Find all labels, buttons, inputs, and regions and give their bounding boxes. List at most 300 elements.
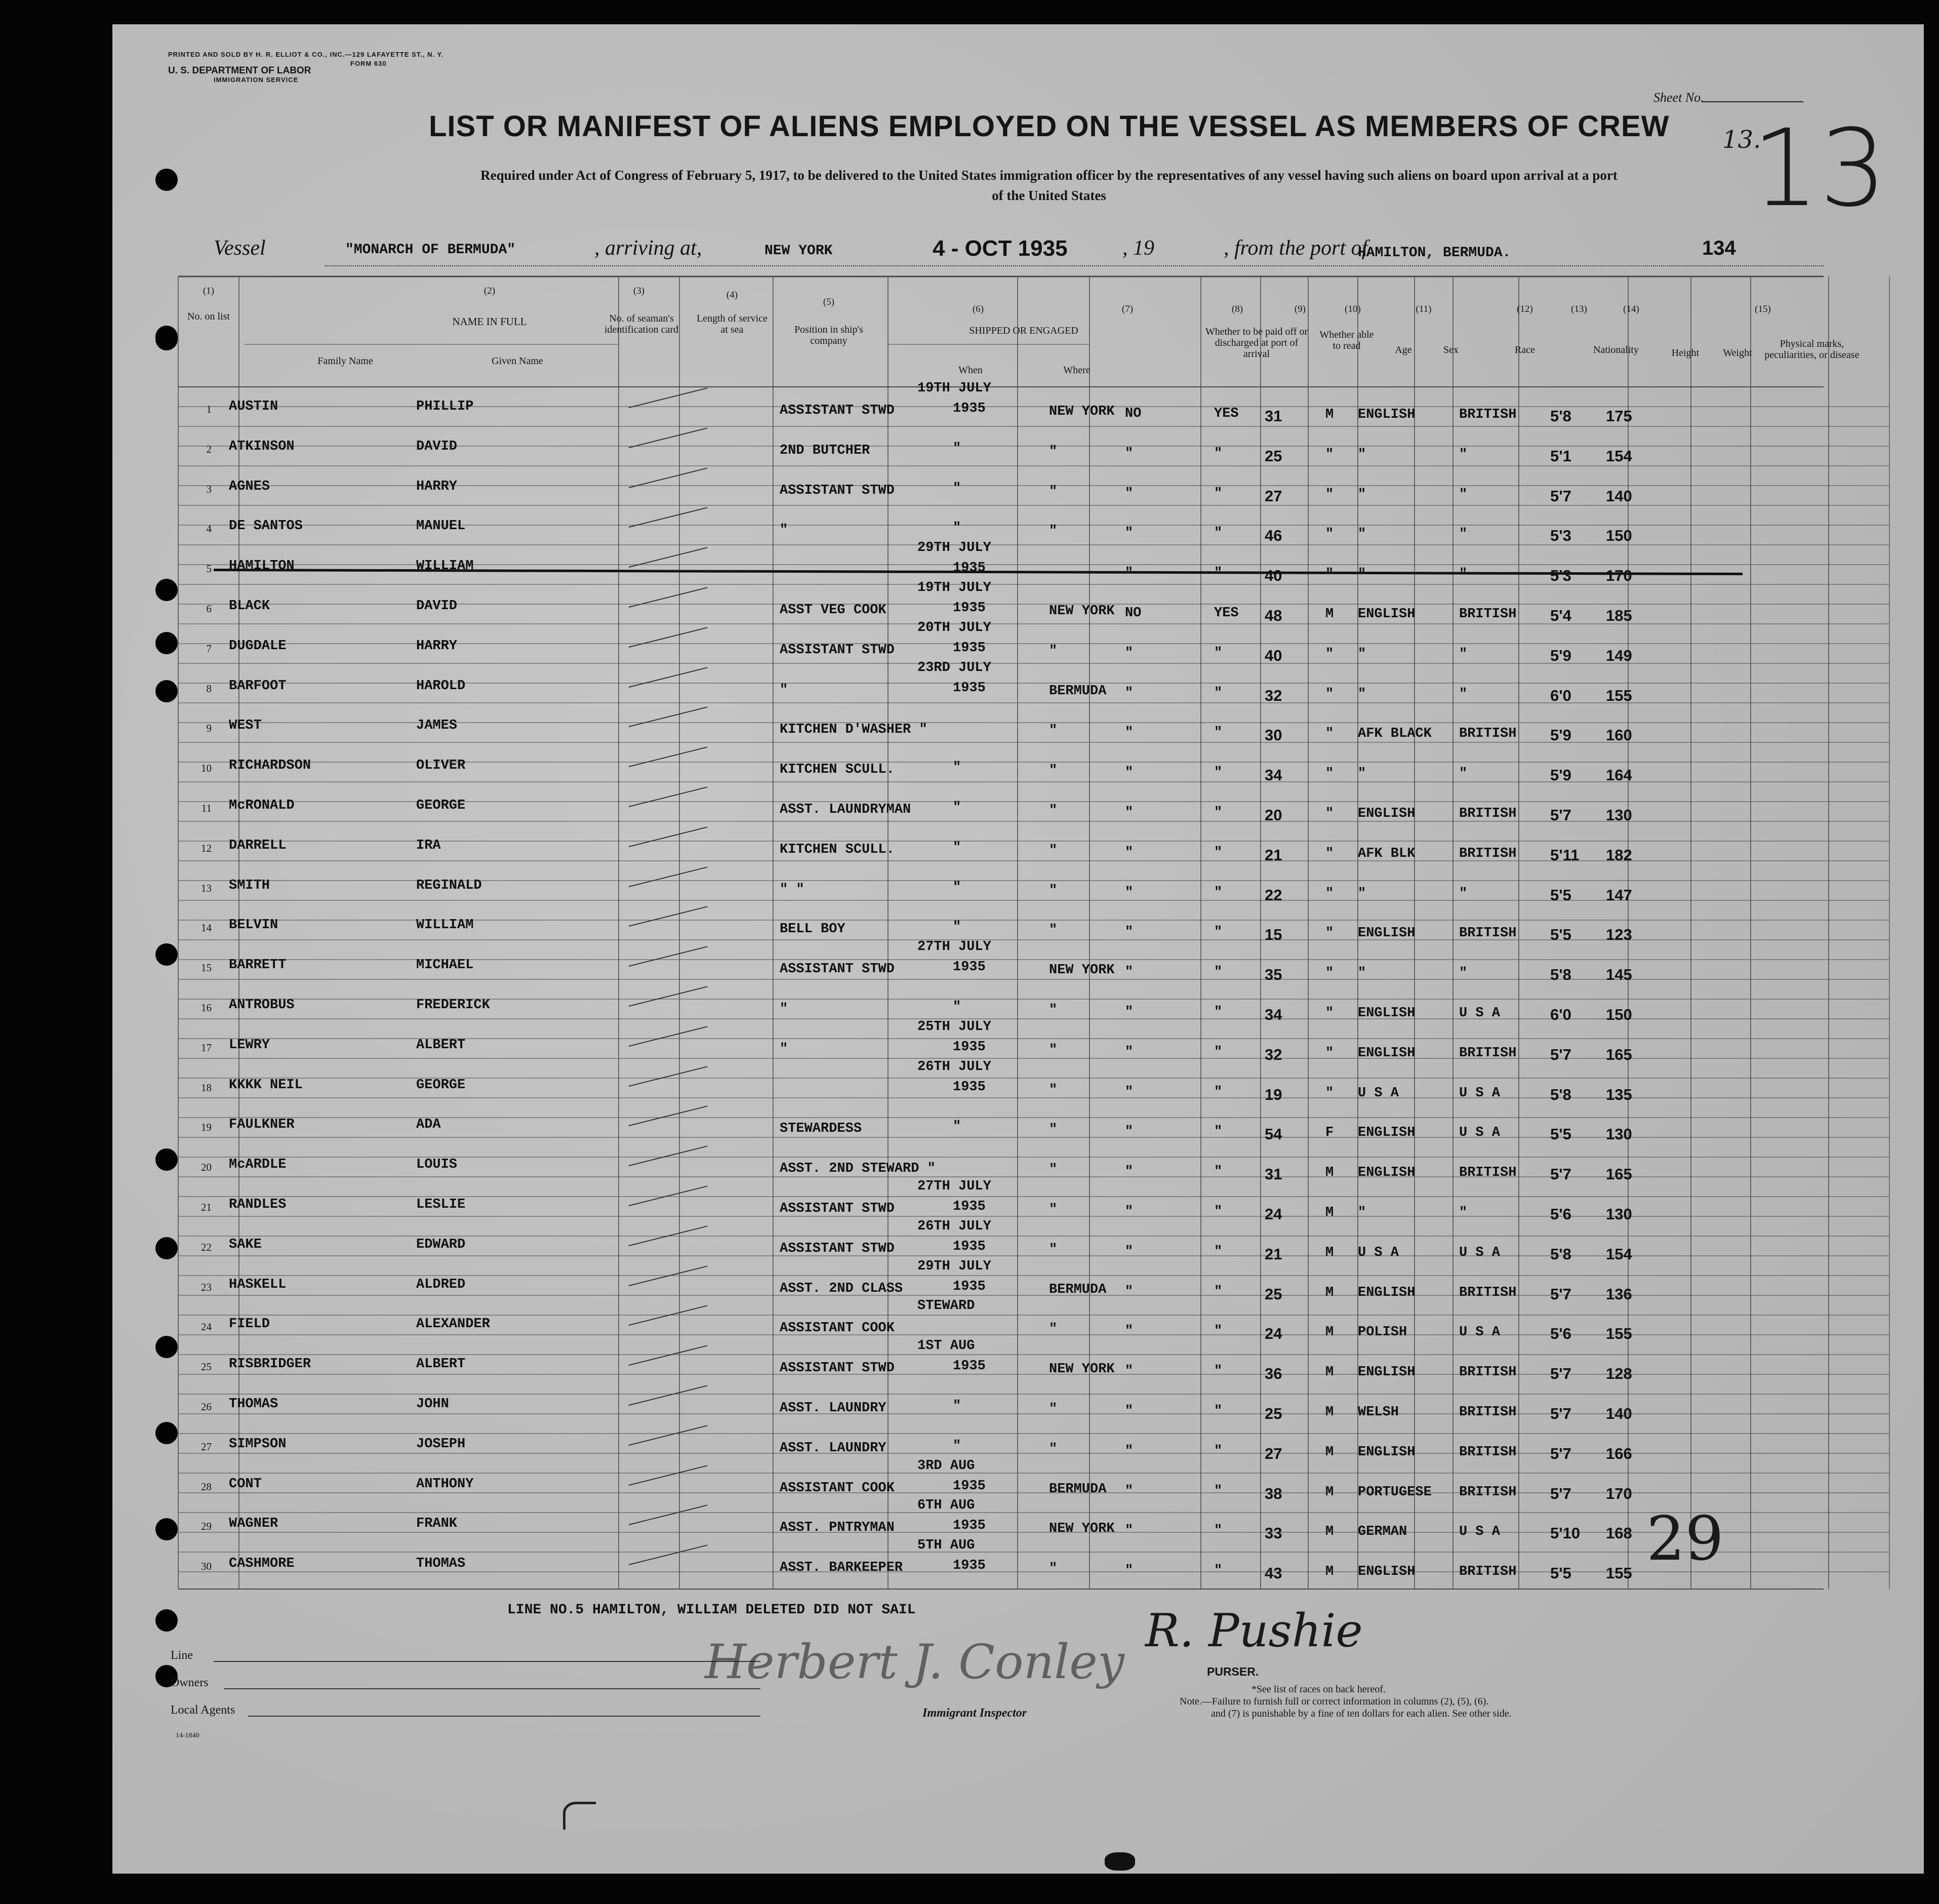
able-to-read: " (1214, 1084, 1223, 1100)
able-to-read: " (1214, 725, 1223, 741)
shipped-where: " (1049, 643, 1058, 659)
owners-rule (224, 1688, 760, 1689)
shipped-when-line-2: 1935 (953, 401, 986, 416)
able-to-read: " (1214, 1204, 1223, 1219)
height: 5'9 (1550, 726, 1571, 744)
height: 5'7 (1550, 1484, 1571, 1502)
position: ASST. 2ND CLASS (780, 1281, 903, 1296)
sex: " (1325, 846, 1334, 861)
height: 5'7 (1550, 1045, 1571, 1063)
able-to-read: YES (1214, 406, 1239, 421)
hand-sheet-number: 13 (1752, 106, 1887, 230)
header-no-on-list: No. on list (187, 311, 230, 322)
race: WELSH (1358, 1405, 1399, 1420)
nationality: BRITISH (1459, 1564, 1517, 1580)
shipped-where: " (1049, 763, 1058, 779)
row-number: 11 (201, 802, 212, 814)
position: ASSISTANT COOK (780, 1480, 895, 1496)
given-name: ANTHONY (416, 1476, 474, 1492)
age: 32 (1265, 686, 1282, 704)
position: ASSISTANT STWD (780, 1361, 895, 1376)
shipped-when-line-2: 1935 (953, 1239, 986, 1254)
age: 20 (1265, 806, 1282, 824)
given-name: WILLIAM (416, 918, 474, 933)
able-to-read: " (1214, 566, 1223, 581)
family-name: FAULKNER (229, 1117, 295, 1133)
sex: " (1325, 926, 1334, 941)
shipped-when-line-2: " (953, 1438, 961, 1454)
weight: 170 (1606, 1484, 1632, 1502)
position: ASST VEG COOK (780, 603, 886, 618)
able-to-read: " (1214, 1324, 1223, 1339)
race: AFK BLACK (1358, 726, 1432, 742)
age: 48 (1265, 607, 1282, 624)
weight: 136 (1606, 1285, 1632, 1303)
row-number: 14 (201, 922, 212, 934)
able-to-read: " (1214, 645, 1223, 661)
nationality: U S A (1459, 1085, 1501, 1101)
shipped-where: BERMUDA (1049, 1481, 1107, 1497)
nationality: " (1459, 686, 1468, 702)
given-name: OLIVER (416, 758, 466, 774)
height: 5'5 (1550, 886, 1571, 904)
shipped-when-line-1: 6TH AUG (917, 1498, 975, 1514)
year-label: , 19 (1122, 236, 1154, 260)
paid-off: " (1125, 1364, 1134, 1379)
shipped-where: NEW YORK (1049, 963, 1115, 978)
given-name: FREDERICK (416, 998, 490, 1013)
family-name: CONT (229, 1476, 262, 1492)
given-name: LOUIS (416, 1157, 458, 1173)
row-number: 25 (201, 1361, 212, 1373)
sex: " (1325, 487, 1334, 502)
weight: 155 (1606, 686, 1632, 704)
row-number: 13 (201, 882, 212, 894)
colnum-7: (7) (1121, 304, 1134, 314)
race: " (1358, 487, 1366, 502)
height: 5'8 (1550, 407, 1571, 425)
height: 5'7 (1550, 1444, 1571, 1462)
race: " (1358, 447, 1366, 462)
position: ASSISTANT COOK (780, 1321, 895, 1336)
nationality: BRITISH (1459, 1165, 1517, 1181)
able-to-read: " (1214, 1124, 1223, 1140)
sex: " (1325, 766, 1334, 782)
sex: M (1325, 1245, 1334, 1260)
paid-off: " (1125, 1164, 1134, 1180)
able-to-read: " (1214, 965, 1223, 980)
owners-label: Owners (171, 1676, 209, 1689)
shipped-when-line-1: 5TH AUG (917, 1538, 975, 1554)
shipped-where: " (1049, 524, 1058, 539)
paid-off: " (1125, 1244, 1134, 1259)
race: ENGLISH (1358, 1045, 1416, 1061)
position: ASSISTANT STWD (780, 1201, 895, 1216)
shipped-when-line-2: 1935 (953, 1279, 986, 1294)
able-to-read: " (1214, 1443, 1223, 1459)
height: 5'5 (1550, 1564, 1571, 1582)
able-to-read: " (1214, 486, 1223, 501)
shipped-where: " (1049, 1042, 1058, 1058)
nationality: " (1459, 487, 1468, 502)
shipped-when-line-2: " (953, 1399, 961, 1414)
row-number: 23 (201, 1281, 212, 1293)
sex: M (1325, 1205, 1334, 1220)
paid-off: " (1125, 1404, 1134, 1419)
line-label: Line (171, 1649, 193, 1662)
race: U S A (1358, 1245, 1399, 1260)
given-name: WILLIAM (416, 559, 474, 574)
colnum-9: (9) (1294, 304, 1306, 314)
family-name: BARRETT (229, 958, 287, 973)
shipped-where: " (1049, 1561, 1058, 1577)
races-note: *See list of races on back hereof. (1251, 1684, 1386, 1695)
sex: " (1325, 806, 1334, 821)
paid-off: " (1125, 645, 1134, 661)
able-to-read: " (1214, 805, 1223, 820)
printer-line: PRINTED AND SOLD BY H. R. ELLIOT & CO., INC.—129 LAFAYETTE ST., N. Y. (168, 51, 444, 58)
shipped-when-line-1: 29TH JULY (917, 540, 991, 556)
paid-off: " (1125, 1523, 1134, 1539)
given-name: THOMAS (416, 1556, 466, 1572)
sex: " (1325, 726, 1334, 742)
shipped-when-line-2: 1935 (953, 1558, 986, 1574)
shipped-when-line-2: 1935 (953, 1039, 986, 1055)
age: 40 (1265, 646, 1282, 664)
colnum-15: (15) (1755, 304, 1771, 314)
sex: M (1325, 1365, 1334, 1380)
row-number: 4 (206, 523, 212, 535)
given-name: ALEXANDER (416, 1317, 490, 1332)
shipped-where: BERMUDA (1049, 1282, 1107, 1297)
local-agents-rule (248, 1716, 760, 1717)
sex: " (1325, 646, 1334, 662)
shipped-where: NEW YORK (1049, 1362, 1115, 1377)
position: STEWARDESS (780, 1121, 862, 1137)
sex: M (1325, 407, 1334, 422)
able-to-read: " (1214, 1523, 1223, 1539)
family-name: HAMILTON (229, 559, 295, 574)
hand-number-small: 13. (1722, 126, 1761, 154)
colnum-8: (8) (1231, 304, 1243, 314)
family-name: KKKK NEIL (229, 1077, 303, 1093)
shipped-where: " (1049, 1202, 1058, 1217)
position: ASSISTANT STWD (780, 962, 895, 977)
position: KITCHEN SCULL. (780, 842, 895, 857)
family-name: BARFOOT (229, 678, 287, 694)
header-able-read: Whether able to read (1319, 329, 1374, 351)
position: ASST. 2ND STEWARD " (780, 1161, 936, 1177)
nationality: U S A (1459, 1325, 1501, 1340)
header-shipped: SHIPPED OR ENGAGED (969, 325, 1078, 336)
weight: 170 (1606, 567, 1632, 585)
row-number: 12 (201, 842, 212, 854)
family-name: DARRELL (229, 838, 287, 853)
given-name: DAVID (416, 439, 458, 454)
colnum-5: (5) (823, 297, 835, 307)
shipped-where: BERMUDA (1049, 683, 1107, 699)
race: ENGLISH (1358, 1285, 1416, 1300)
shipped-where: " (1049, 1441, 1058, 1457)
nationality: " (1459, 567, 1468, 582)
header-id-card: No. of seaman's identification card (604, 313, 679, 335)
shipped-where: " (1049, 1322, 1058, 1337)
row-number: 20 (201, 1161, 212, 1174)
family-name: LEWRY (229, 1037, 270, 1053)
purser-signature: R. Pushie (1145, 1604, 1363, 1657)
able-to-read: " (1214, 1005, 1223, 1020)
age: 35 (1265, 966, 1282, 984)
shipped-when-line-1: 19TH JULY (917, 580, 991, 596)
family-name: ATKINSON (229, 439, 295, 454)
row-number: 8 (206, 682, 212, 695)
inspector-signature: Herbert J. Conley (705, 1635, 1124, 1690)
family-name: HASKELL (229, 1277, 287, 1292)
header-weight: Weight (1723, 347, 1752, 359)
position: ASST. LAUNDRY (780, 1401, 886, 1416)
department-label: U. S. DEPARTMENT OF LABOR (168, 65, 311, 76)
family-name: FIELD (229, 1317, 270, 1332)
header-marks: Physical marks, peculiarities, or disease (1764, 338, 1860, 361)
row-number: 7 (206, 642, 212, 655)
row-number: 5 (206, 563, 212, 575)
position: ASSISTANT STWD (780, 1241, 895, 1256)
service-label: IMMIGRATION SERVICE (214, 76, 299, 84)
position: ASSISTANT STWD (780, 403, 895, 418)
race: ENGLISH (1358, 1564, 1416, 1580)
race: AFK BLK (1358, 846, 1416, 861)
height: 5'8 (1550, 1085, 1571, 1103)
shipped-where: " (1049, 843, 1058, 858)
colnum-6: (6) (972, 304, 984, 314)
row-number: 19 (201, 1121, 212, 1134)
able-to-read: " (1214, 1164, 1223, 1180)
given-name: PHILLIP (416, 399, 474, 414)
header-race: Race (1515, 344, 1535, 355)
able-to-read: " (1214, 1563, 1223, 1579)
height: 5'9 (1550, 646, 1571, 664)
shipped-when-line-2: " (953, 1119, 961, 1135)
nationality: BRITISH (1459, 846, 1517, 861)
shipped-when-line-2: 1935 (953, 1478, 986, 1494)
height: 5'11 (1550, 846, 1580, 864)
paid-off: " (1125, 925, 1134, 940)
nationality: BRITISH (1459, 1444, 1517, 1460)
paid-off: " (1125, 1443, 1134, 1459)
age: 24 (1265, 1325, 1282, 1343)
position: ASST. LAUNDRY (780, 1440, 886, 1456)
weight: 154 (1606, 447, 1632, 465)
shipped-where: " (1049, 1122, 1058, 1138)
shipped-when-line-2: 1935 (953, 1199, 986, 1214)
height: 5'1 (1550, 447, 1571, 465)
colnum-10: (10) (1345, 304, 1361, 314)
able-to-read: " (1214, 765, 1223, 781)
paid-off: " (1125, 1324, 1134, 1339)
age: 25 (1265, 447, 1282, 465)
weight: 128 (1606, 1365, 1632, 1383)
family-name: SAKE (229, 1237, 262, 1252)
paid-off: " (1125, 526, 1134, 541)
paid-off: NO (1125, 406, 1142, 421)
weight: 150 (1606, 1006, 1632, 1023)
sex: M (1325, 1564, 1334, 1580)
from-port-label: , from the port of (1224, 236, 1368, 260)
sex: " (1325, 1006, 1334, 1021)
weight: 155 (1606, 1564, 1632, 1582)
row-number: 1 (206, 403, 212, 415)
colnum-1: (1) (203, 286, 215, 296)
family-name: DE SANTOS (229, 519, 303, 534)
age: 31 (1265, 1165, 1282, 1183)
header-where: Where (1063, 365, 1090, 376)
given-name: HARRY (416, 479, 458, 494)
race: ENGLISH (1358, 1165, 1416, 1181)
able-to-read: " (1214, 1404, 1223, 1419)
paid-off: " (1125, 1044, 1134, 1060)
position: ASSISTANT STWD (780, 483, 895, 498)
colnum-13: (13) (1571, 304, 1587, 314)
nationality: BRITISH (1459, 1045, 1517, 1061)
form-code: 14-1840 (176, 1732, 199, 1739)
paid-off: " (1125, 1284, 1134, 1299)
shipped-when-line-2: " (953, 481, 961, 496)
table-grid (112, 24, 1924, 1874)
shipped-when-line-2: 1935 (953, 960, 986, 975)
paid-off: " (1125, 765, 1134, 781)
paid-off: " (1125, 446, 1134, 461)
age: 34 (1265, 1006, 1282, 1023)
given-name: DAVID (416, 599, 458, 614)
inspector-label: Immigrant Inspector (922, 1707, 1027, 1720)
position: ASST. BARKEEPER (780, 1560, 903, 1576)
shipped-when-line-1: 29TH JULY (917, 1258, 991, 1274)
height: 5'7 (1550, 806, 1571, 824)
race: GERMAN (1358, 1524, 1407, 1540)
given-name: JAMES (416, 718, 458, 734)
arrival-date: 4 - OCT 1935 (933, 236, 1068, 261)
shipped-where: NEW YORK (1049, 1521, 1115, 1537)
shipped-when-line-2: 1935 (953, 1359, 986, 1374)
shipped-where: " (1049, 803, 1058, 818)
shipped-when-line-1: 26TH JULY (917, 1059, 991, 1075)
row-number: 28 (201, 1480, 212, 1493)
position: " (780, 1002, 788, 1017)
family-name: RISBRIDGER (229, 1357, 311, 1372)
given-name: ALDRED (416, 1277, 466, 1292)
vessel-label: Vessel (214, 236, 266, 260)
sex: M (1325, 1325, 1334, 1340)
row-number: 27 (201, 1440, 212, 1453)
line-rule (214, 1661, 760, 1662)
age: 25 (1265, 1405, 1282, 1422)
family-name: ANTROBUS (229, 998, 295, 1013)
nationality: BRITISH (1459, 1484, 1517, 1500)
paid-off: " (1125, 1483, 1134, 1499)
manifest-sheet (112, 24, 1924, 1874)
nationality: BRITISH (1459, 806, 1517, 821)
position: KITCHEN D'WASHER " (780, 722, 927, 738)
shipped-when-line-1: 23RD JULY (917, 660, 991, 676)
weight: 130 (1606, 1205, 1632, 1223)
row-number: 17 (201, 1041, 212, 1054)
row-number: 30 (201, 1560, 212, 1573)
shipped-where: " (1049, 1162, 1058, 1178)
family-name: McARDLE (229, 1157, 287, 1173)
able-to-read: " (1214, 526, 1223, 541)
height: 5'8 (1550, 966, 1571, 984)
header-position: Position in ship's company (794, 324, 863, 346)
shipped-where: " (1049, 444, 1058, 459)
age: 46 (1265, 527, 1282, 545)
age: 43 (1265, 1564, 1282, 1582)
weight: 149 (1606, 646, 1632, 664)
header-nationality: Nationality (1593, 344, 1639, 355)
sex: " (1325, 886, 1334, 901)
family-name: BLACK (229, 599, 270, 614)
able-to-read: " (1214, 446, 1223, 461)
weight: 175 (1606, 407, 1632, 425)
sex: " (1325, 686, 1334, 702)
able-to-read: " (1214, 885, 1223, 900)
shipped-where: " (1049, 723, 1058, 739)
fine-note-2: and (7) is punishable by a fine of ten dollars for each alien. See other side. (1211, 1708, 1512, 1719)
shipped-where: " (1049, 1242, 1058, 1257)
race: U S A (1358, 1085, 1399, 1101)
row-number: 26 (201, 1401, 212, 1413)
height: 5'7 (1550, 1405, 1571, 1422)
age: 22 (1265, 886, 1282, 904)
scan-mark (563, 1802, 596, 1830)
sex: M (1325, 1484, 1334, 1500)
position: KITCHEN SCULL. (780, 762, 895, 778)
race: PORTUGESE (1358, 1484, 1432, 1500)
given-name: GEORGE (416, 1077, 466, 1093)
paid-off: " (1125, 566, 1134, 581)
paid-off: " (1125, 965, 1134, 980)
age: 30 (1265, 726, 1282, 744)
shipped-when-line-2: " (953, 880, 961, 895)
paid-off: " (1125, 1204, 1134, 1219)
weight: 140 (1606, 1405, 1632, 1422)
shipped-when-line-2: " (953, 1000, 961, 1015)
shipped-when-line-1: 27TH JULY (917, 1179, 991, 1194)
age: 25 (1265, 1285, 1282, 1303)
sex: M (1325, 1524, 1334, 1540)
nationality: BRITISH (1459, 1405, 1517, 1420)
weight: 145 (1606, 966, 1632, 984)
race: ENGLISH (1358, 1006, 1416, 1021)
weight: 147 (1606, 886, 1632, 904)
position: BELL BOY (780, 922, 845, 937)
nationality: " (1459, 527, 1468, 542)
shipped-when-line-2: 1935 (953, 561, 986, 576)
nationality: U S A (1459, 1125, 1501, 1141)
age: 36 (1265, 1365, 1282, 1383)
given-name: HAROLD (416, 678, 466, 694)
able-to-read: " (1214, 1284, 1223, 1299)
race: ENGLISH (1358, 926, 1416, 941)
shipped-where: NEW YORK (1049, 604, 1115, 619)
family-name: WEST (229, 718, 262, 734)
able-to-read: " (1214, 845, 1223, 860)
family-name: RANDLES (229, 1197, 287, 1212)
given-name: HARRY (416, 638, 458, 654)
race: " (1358, 766, 1366, 782)
row-number: 16 (201, 1002, 212, 1014)
colnum-11: (11) (1416, 304, 1432, 314)
weight: 166 (1606, 1444, 1632, 1462)
